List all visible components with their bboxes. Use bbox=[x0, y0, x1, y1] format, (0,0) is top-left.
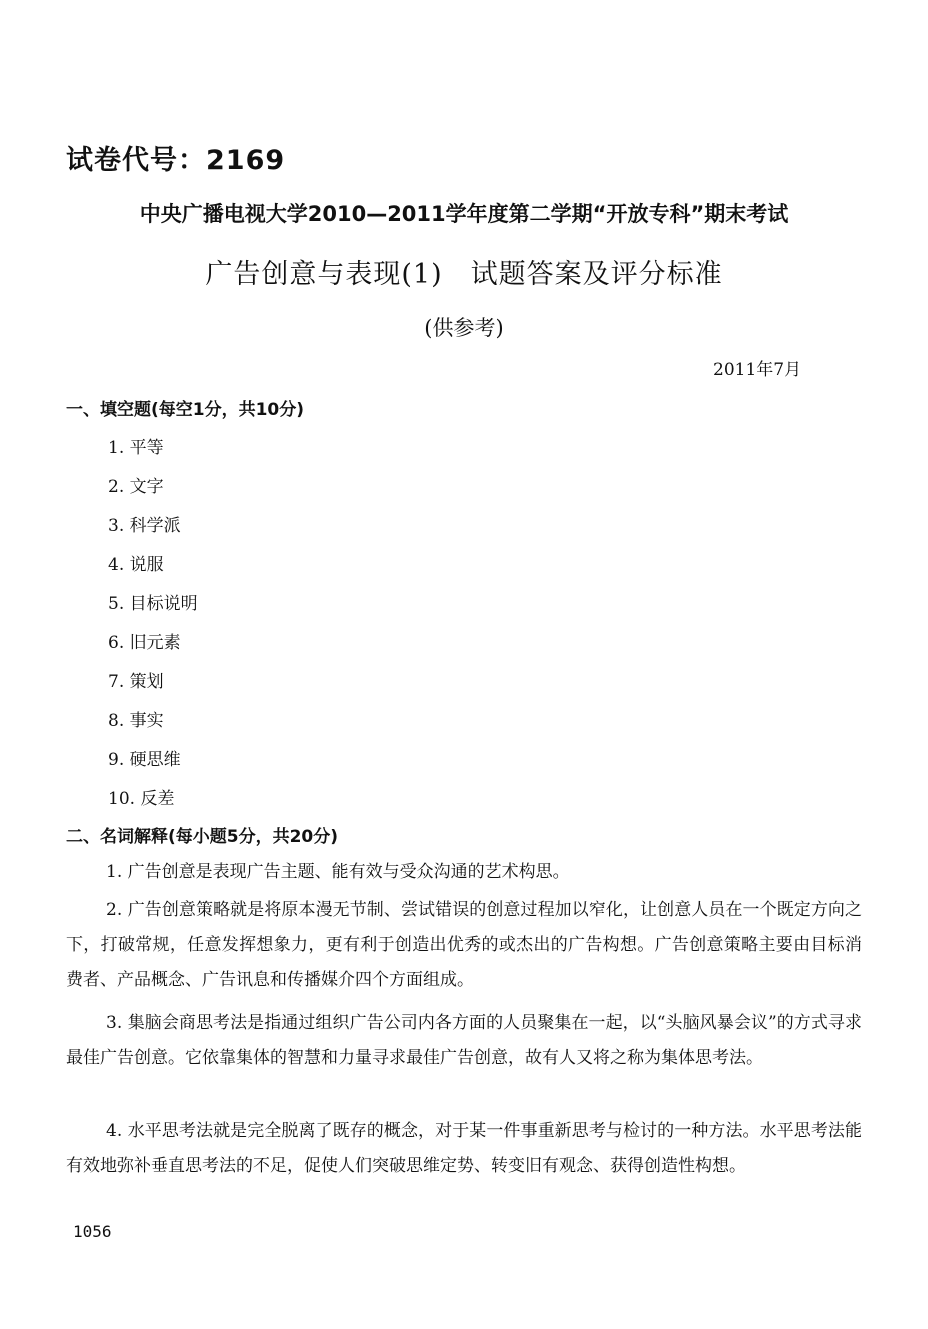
reference-note: (供参考) bbox=[424, 316, 504, 340]
answer-item: 1. 平等 bbox=[108, 438, 164, 458]
answer-item: 10. 反差 bbox=[108, 789, 175, 809]
section-heading-term-definition: 二、名词解释(每小题5分，共20分) bbox=[66, 827, 339, 847]
answer-item: 3. 科学派 bbox=[108, 516, 181, 536]
subject-title: 广告创意与表现(1) 试题答案及评分标准 bbox=[205, 259, 723, 290]
definition-paragraph: 1. 广告创意是表现广告主题、能有效与受众沟通的艺术构思。 bbox=[106, 862, 570, 882]
exam-date: 2011年7月 bbox=[713, 360, 802, 380]
answer-item: 8. 事实 bbox=[108, 711, 164, 731]
definition-paragraph: 4. 水平思考法就是完全脱离了既存的概念，对于某一件事重新思考与检讨的一种方法。水平思考法能有效地弥补垂直思考法的不足，促使人们突破思维定势、转变旧有观念、获得创造性构想。 bbox=[66, 1121, 862, 1176]
page-number: 1056 bbox=[73, 1222, 112, 1241]
answer-item: 7. 策划 bbox=[108, 672, 164, 692]
paper-code: 试卷代号：2169 bbox=[66, 145, 286, 176]
definition-paragraph: 3. 集脑会商思考法是指通过组织广告公司内各方面的人员聚集在一起，以“头脑风暴会议”的方式寻求最佳广告创意。它依靠集体的智慧和力量寻求最佳广告创意，故有人又将之称为集体思考法。 bbox=[66, 1013, 862, 1068]
answer-item: 9. 硬思维 bbox=[108, 750, 181, 770]
definition-paragraph: 2. 广告创意策略就是将原本漫无节制、尝试错误的创意过程加以窄化，让创意人员在一个既定方向之下，打破常规，任意发挥想象力，更有利于创造出优秀的或杰出的广告构想。广告创意策略主要由目标消费者、产品概念、广告讯息和传播媒介四个方面组成。 bbox=[66, 900, 862, 990]
answer-item: 4. 说服 bbox=[108, 555, 164, 575]
exam-title: 中央广播电视大学2010—2011学年度第二学期“开放专科”期末考试 bbox=[139, 202, 789, 226]
answer-item: 2. 文字 bbox=[108, 477, 164, 497]
answer-item: 5. 目标说明 bbox=[108, 594, 198, 614]
answer-item: 6. 旧元素 bbox=[108, 633, 181, 653]
section-heading-fill-blank: 一、填空题(每空1分，共10分) bbox=[66, 400, 305, 420]
